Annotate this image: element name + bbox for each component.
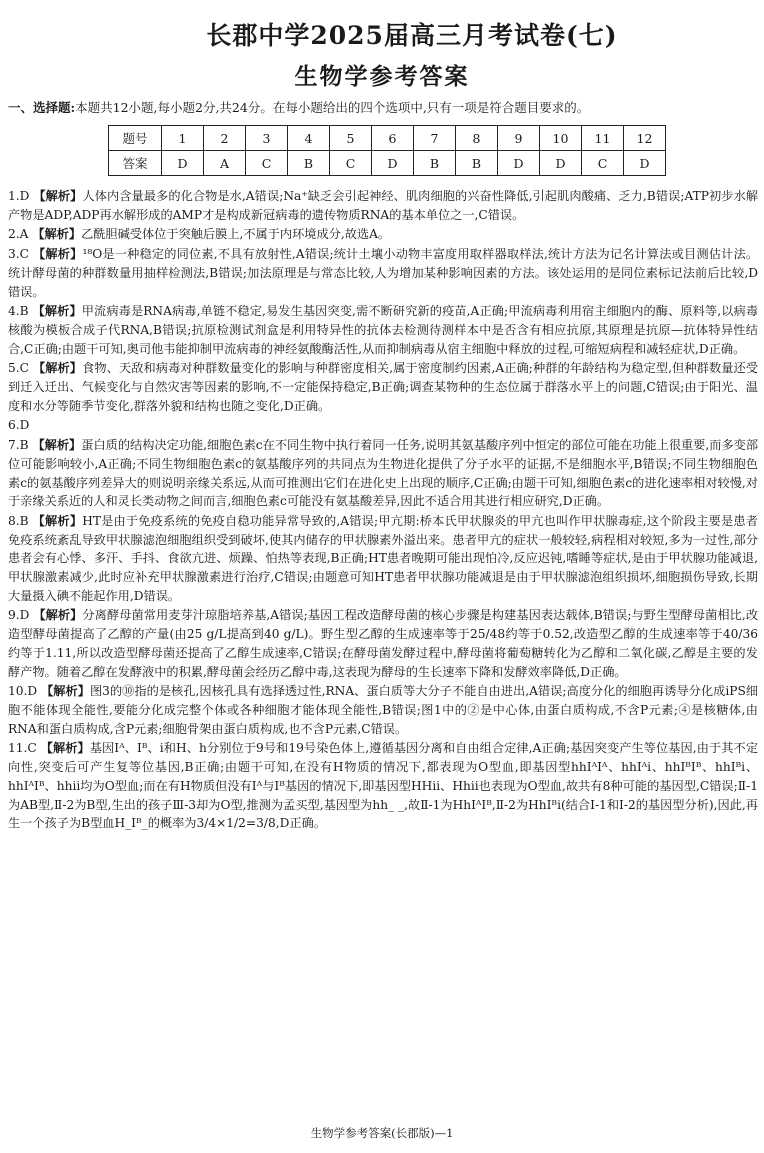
answer-key-subtitle: 生物学参考答案	[294, 63, 470, 90]
item-lead: 6.D	[8, 418, 30, 433]
item-lead: 2.A	[8, 227, 29, 242]
analysis-tag: 【解析】	[40, 741, 90, 756]
item-lead: 9.D	[8, 608, 30, 623]
explanation-item	[8, 302, 758, 358]
item-text: 甲流病毒是RNA病毒,单链不稳定,易发生基因突变,需不断研究新的疫苗,A正确;甲流病毒利用宿主细胞内的酶、原料等,以病毒核酸为模板合成子代RNA,B错误;抗原检测试剂盒是利用特异性的抗体去检测待测样本中是否含有相应抗原,其原理是抗原—抗体特异性结合,C正确;由题干可知,奥司他韦能抑制甲流病毒的神经氨酸酶活性,从而抑制病毒从宿主细胞中释放的过程,可缩短病程和减轻症状,D正确。	[8, 304, 759, 356]
analysis-tag: 【解析】	[32, 513, 83, 528]
item-lead: 8.B	[8, 513, 29, 528]
item-text: 基因Iᴬ、Iᴮ、i和H、h分别位于9号和19号染色体上,遵循基因分离和自由组合定律,A正确;基因突变产生等位基因,由于其不定向性,突变后可产生复等位基因,B正确;由题干可知,在没有H物质的情况下,都表现为O型血,即基因型hhIᴬIᴬ、hhIᴬi、hhIᴮIᴮ、hhIᴮi、hhIᴬIᴮ、hhii均为O型血;而在有H物质但没有Iᴬ与Iᴮ基因的情况下,即基因型HHii、Hhii也表现为O型血,故共有8种可能的基因型,C错误;Ⅱ-1为AB型,Ⅱ-2为B型,生出的孩子Ⅲ-3却为O型,推测为孟买型,基因型为hh_ _,故Ⅱ-1为HhIᴬIᴮ,Ⅱ-2为HhIᴮi(结合Ⅰ-1和Ⅰ-2的基因型分析),因此,再生一个孩子为B型血H_Iᴮ_的概率为3/4×1/2=3/8,D正确。	[8, 741, 759, 831]
item-lead: 1.D	[8, 189, 30, 203]
answer-cell: D	[540, 151, 582, 176]
section-instruction-text: 本题共12小题,每小题2分,共24分。在每小题给出的四个选项中,只有一项是符合题目要求的。	[75, 100, 590, 115]
question-number: 1	[162, 126, 204, 151]
item-text: 人体内含量最多的化合物是水,A错误;Na⁺缺乏会引起神经、肌肉细胞的兴奋性降低,引起肌肉酸痛、乏力,B错误;ATP初步水解产物是ADP,ADP再水解形成的AMP才是构成新冠病毒的遗传物质RNA的基本单位之一,C错误。	[8, 189, 759, 222]
question-number: 12	[624, 126, 666, 151]
item-text: ¹⁸O是一种稳定的同位素,不具有放射性,A错误;统计土壤小动物丰富度用取样器取样法,统计方法为记名计算法或目测估计法。统计酵母菌的种群数量用抽样检测法,B错误;加法原理是与常态比较,人为增加某种影响因素的方法。该处运用的是同位素标记法前后比较,D错误。	[8, 247, 759, 299]
answer-cell: D	[162, 151, 204, 176]
item-text: 分离酵母菌常用麦芽汁琼脂培养基,A错误;基因工程改造酵母菌的核心步骤是构建基因表达载体,B错误;与野生型酵母菌相比,改造型酵母菌提高了乙醇的产量(由25 g/L提高到40 g/L)。野生型乙醇的生成速率等于25/48约等于0.52,改造型乙醇的生成速率等于40/36约等于1.11,所以改造型酵母菌还提高了乙醇生成速率,C错误;在酵母菌发酵过程中,酵母菌将葡萄糖转化为乙醇和二氧化碳,乙醇是主要的发酵产物。随着乙醇在发酵液中的积累,酵母菌会经历乙醇中毒,这表现为酵母的生长速率下降和发酵效率降低,D正确。	[8, 608, 759, 679]
explanation-item	[8, 416, 758, 435]
question-number: 6	[372, 126, 414, 151]
answer-cell: D	[624, 151, 666, 176]
answer-table	[108, 125, 666, 176]
question-number: 2	[204, 126, 246, 151]
question-number: 9	[498, 126, 540, 151]
answer-row	[109, 151, 666, 176]
item-text: HT是由于免疫系统的免疫自稳功能异常导致的,A错误;甲亢期:桥本氏甲状腺炎的甲亢也叫作甲状腺毒症,这个阶段主要是患者免疫系统紊乱导致甲状腺滤泡细胞组织受到破坏,使其内储存的甲状腺素外溢出来。患者甲亢的症状一般较轻,病程相对较短,多为一过性,部分患者会有心悸、多汗、手抖、食欲亢进、烦躁、怕热等表现,B正确;HT患者晚期可能出现怕冷,反应迟钝,嗜睡等症状,是由于甲状腺功能减退,甲状腺激素减少,此时应补充甲状腺激素进行治疗,C错误;由题意可知HT患者甲状腺功能减退是由于甲状腺滤泡组织损坏,细胞损伤导致,长期大量摄入碘不能起作用,D错误。	[8, 513, 758, 603]
answer-cell: B	[288, 151, 330, 176]
question-number: 8	[456, 126, 498, 151]
analysis-tag: 【解析】	[32, 304, 82, 319]
section-instructions	[8, 99, 589, 116]
analysis-tag: 【解析】	[33, 608, 83, 623]
item-text: 蛋白质的结构决定功能,细胞色素c在不同生物中执行着同一任务,说明其氨基酸序列中恒定的部位可能在功能上很重要,而多变部位可能影响较小,A正确;不同生物细胞色素c的氨基酸序列的共同点为生物进化提供了分子水平的证据,不是细胞水平,B错误;不同生物细胞色素c的氨基酸序列差异大的则说明亲缘关系远,从而可推测出它们在进化史上出现的顺序,C正确;由题干可知,细胞色素c的进化速率相对较慢,对于亲缘关系近的人和灵长类动物之间而言,细胞色素c可能没有氨基酸差异,因此不适合用其进行相应研究,D正确。	[8, 438, 759, 509]
answer-cell: C	[246, 151, 288, 176]
analysis-tag: 【解析】	[32, 227, 82, 242]
explanation-item	[8, 187, 758, 224]
analysis-tag: 【解析】	[33, 189, 83, 203]
section-heading: 一、选择题:	[8, 100, 76, 115]
explanation-item	[8, 512, 758, 606]
item-lead: 5.C	[8, 361, 29, 376]
answer-cell: B	[414, 151, 456, 176]
explanation-item	[8, 245, 758, 301]
explanation-list	[8, 187, 758, 834]
explanation-item	[8, 606, 758, 681]
explanation-item	[8, 436, 758, 511]
answer-cell: D	[372, 151, 414, 176]
explanation-item	[8, 739, 758, 833]
page-footer: 生物学参考答案(长郡版)—1	[310, 1126, 454, 1140]
item-text: 乙酰胆碱受体位于突触后膜上,不属于内环境成分,故选A。	[81, 227, 391, 242]
answer-cell: B	[456, 151, 498, 176]
question-number: 5	[330, 126, 372, 151]
item-text: 图3的⑩指的是核孔,因核孔具有选择透过性,RNA、蛋白质等大分子不能自由进出,A错误;高度分化的细胞再诱导分化成iPS细胞不能体现全能性,要能分化成完整个体或各种细胞才能体现全能性,B错误;图1中的②是中心体,由蛋白质构成,不含P元素;④是核糖体,由RNA和蛋白质构成,含P元素;细胞骨架由蛋白质构成,也不含P元素,C错误。	[8, 684, 759, 736]
analysis-tag: 【解析】	[32, 438, 82, 453]
explanation-item	[8, 359, 758, 415]
answer-cell: C	[330, 151, 372, 176]
question-number: 11	[582, 126, 624, 151]
item-lead: 3.C	[8, 247, 29, 262]
analysis-tag: 【解析】	[41, 684, 90, 699]
answer-cell: D	[498, 151, 540, 176]
answer-cell: A	[204, 151, 246, 176]
item-lead: 10.D	[8, 684, 38, 699]
question-number: 3	[246, 126, 288, 151]
explanation-item	[8, 682, 758, 738]
exam-title: 长郡中学2025届高三月考试卷(七)	[206, 21, 618, 50]
item-lead: 7.B	[8, 438, 29, 453]
row-header-number: 题号	[109, 126, 162, 151]
item-lead: 4.B	[8, 304, 29, 319]
analysis-tag: 【解析】	[33, 247, 83, 262]
question-number: 4	[288, 126, 330, 151]
analysis-tag: 【解析】	[32, 361, 83, 376]
item-lead: 11.C	[8, 741, 37, 756]
question-number: 10	[540, 126, 582, 151]
answer-cell: C	[582, 151, 624, 176]
question-number: 7	[414, 126, 456, 151]
explanation-item	[8, 225, 758, 244]
item-text: 食物、天敌和病毒对种群数量变化的影响与种群密度相关,属于密度制约因素,A正确;种群的年龄结构为稳定型,但种群数量还受到迁入迁出、气候变化与自然灾害等因素的影响,不一定能保持稳定,B正确;调查某物种的生态位属于群落水平上的问题,C错误;由于阳光、温度和水分等随季节变化,群落外貌和结构也随之变化,D正确。	[8, 361, 759, 413]
question-number-row	[109, 126, 666, 151]
row-header-answer: 答案	[109, 151, 162, 176]
